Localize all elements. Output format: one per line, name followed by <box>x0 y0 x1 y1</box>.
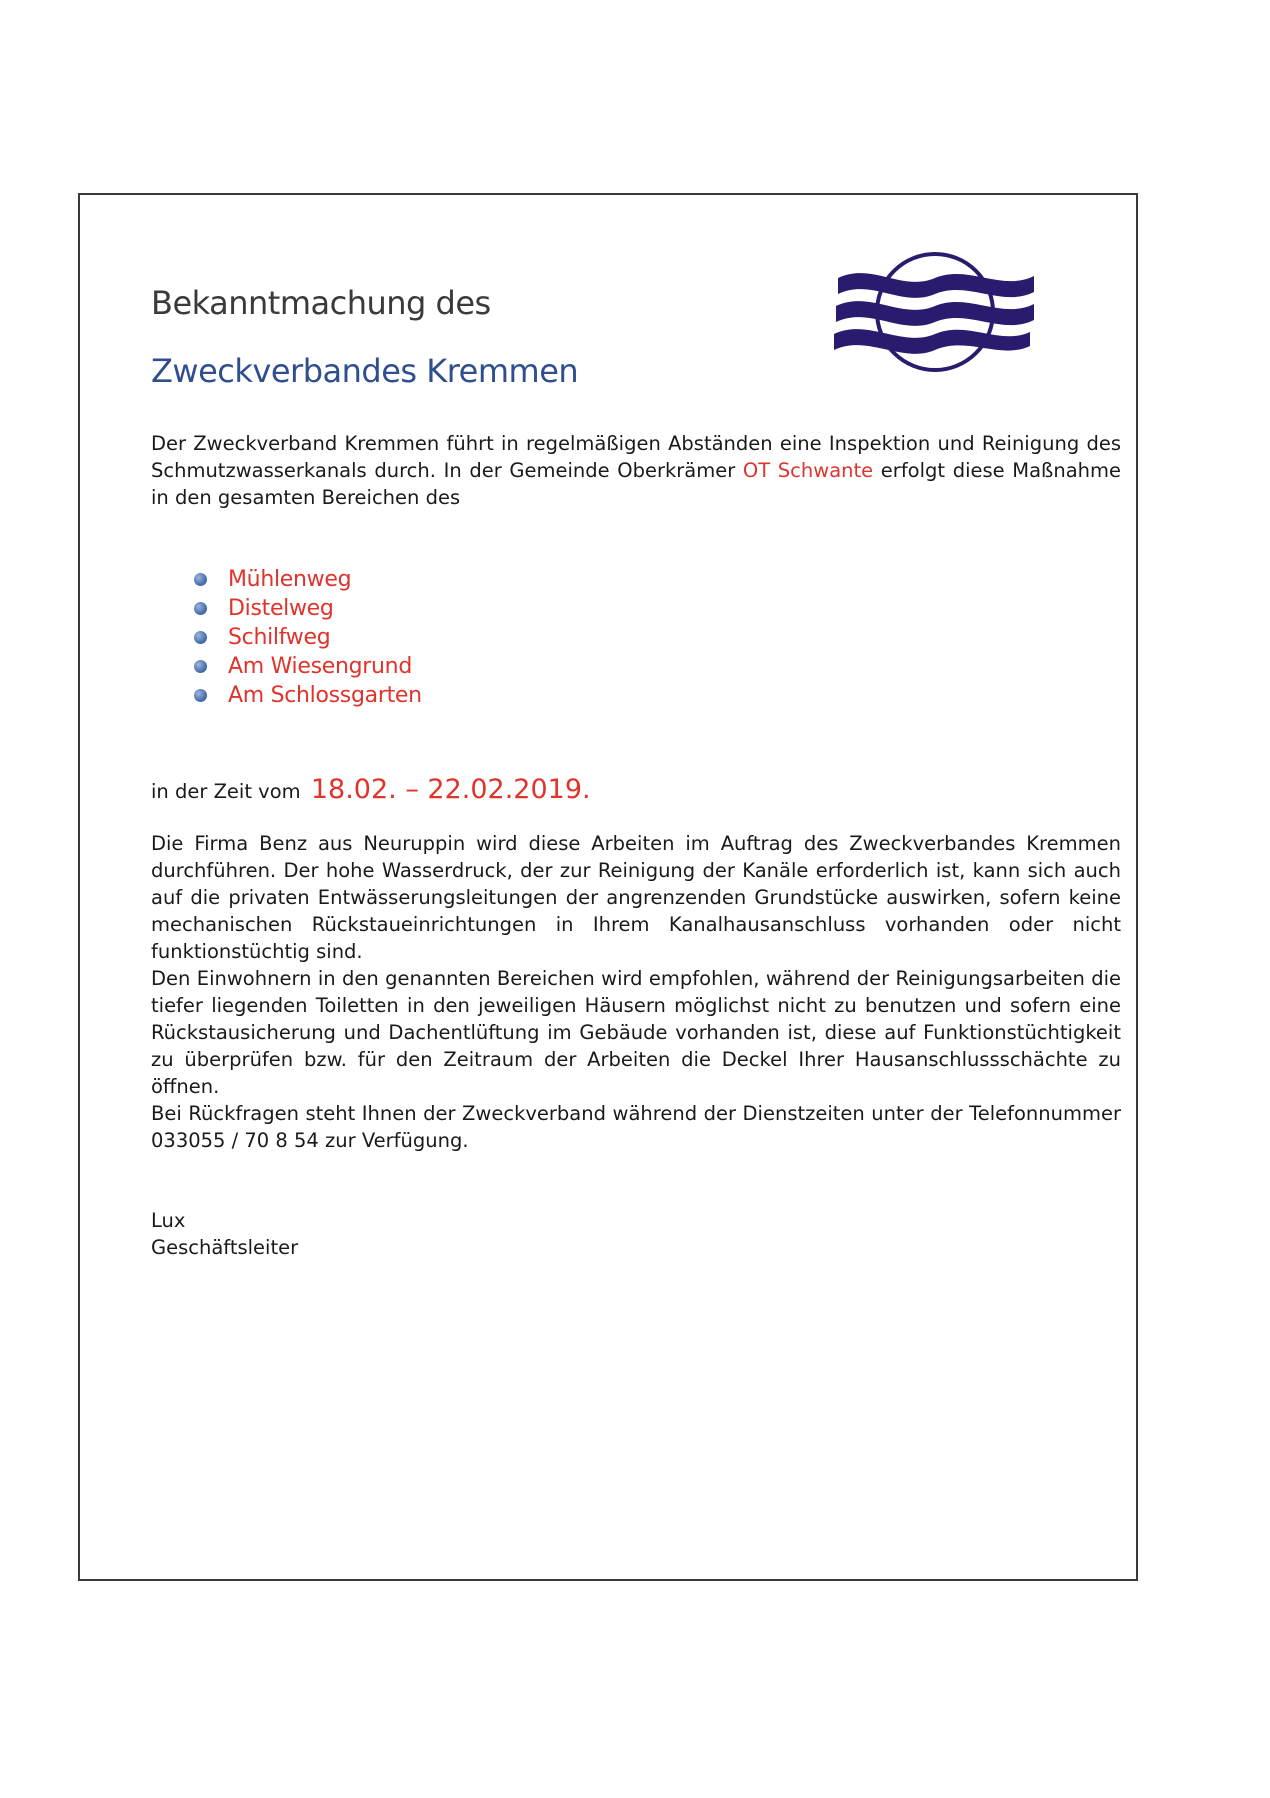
bullet-icon <box>194 602 207 615</box>
signature-name: Lux <box>151 1209 186 1232</box>
body-text <box>151 830 1121 1154</box>
street-name: Distelweg <box>228 596 334 621</box>
signature-block <box>151 1207 298 1261</box>
body-paragraph-2: Den Einwohnern in den genannten Bereichen wird empfohlen, während der Reinigungsarbeiten die tiefer liegenden Toiletten in den jeweiligen Häusern möglichst nicht zu benutzen und sofern eine Rückstausicherung und Dachentlüftung im Gebäude vorhanden ist, diese auf Funktionstüchtigkeit zu überprüfen bzw. für den Zeitraum der Arbeiten die Deckel Ihrer Hausanschlussschächte zu öffnen. <box>151 967 1121 1098</box>
street-name: Mühlenweg <box>228 567 352 592</box>
list-item <box>192 565 422 594</box>
period-label: in der Zeit vom <box>151 780 301 803</box>
intro-text-after: erfolgt diese Maßnahme in den gesamten Bereichen des <box>151 459 1121 509</box>
intro-text-before: Der Zweckverband Kremmen führt in regelmäßigen Abständen eine Inspektion und Reinigung des Schmutzwasserkanals durch. In der Gemeinde Oberkrämer <box>151 432 1121 482</box>
bullet-icon <box>194 689 207 702</box>
list-item <box>192 652 422 681</box>
intro-paragraph <box>151 430 1121 511</box>
bullet-icon <box>194 573 207 586</box>
page-title: Bekanntmachung des <box>151 284 491 322</box>
street-name: Schilfweg <box>228 625 331 650</box>
list-item <box>192 681 422 710</box>
list-item <box>192 594 422 623</box>
street-name: Am Wiesengrund <box>228 654 412 679</box>
street-name: Am Schlossgarten <box>228 683 422 708</box>
bullet-icon <box>194 631 207 644</box>
body-paragraph-3: Bei Rückfragen steht Ihnen der Zweckverband während der Dienstzeiten unter der Telefonnummer 033055 / 70 8 54 zur Verfügung. <box>151 1102 1121 1152</box>
list-item <box>192 623 422 652</box>
signature-role: Geschäftsleiter <box>151 1236 299 1259</box>
period-line <box>151 774 591 805</box>
body-paragraph-1: Die Firma Benz aus Neuruppin wird diese Arbeiten im Auftrag des Zweckverbandes Kremmen durchführen. Der hohe Wasserdruck, der zur Reinigung der Kanäle erforderlich ist, kann sich auch auf die privaten Entwässerungsleitungen der angrenzenden Grundstücke auswirken, sofern keine mechanischen Rückstaueinrichtungen in Ihrem Kanalhausanschluss vorhanden oder nicht funktionstüchtig sind. <box>151 832 1121 963</box>
street-list <box>192 565 422 710</box>
period-dates: 18.02. – 22.02.2019. <box>310 774 591 805</box>
organization-title: Zweckverbandes Kremmen <box>151 352 579 390</box>
bullet-icon <box>194 660 207 673</box>
zweckverband-logo-icon <box>832 248 1038 378</box>
location-highlight: OT Schwante <box>742 459 874 482</box>
